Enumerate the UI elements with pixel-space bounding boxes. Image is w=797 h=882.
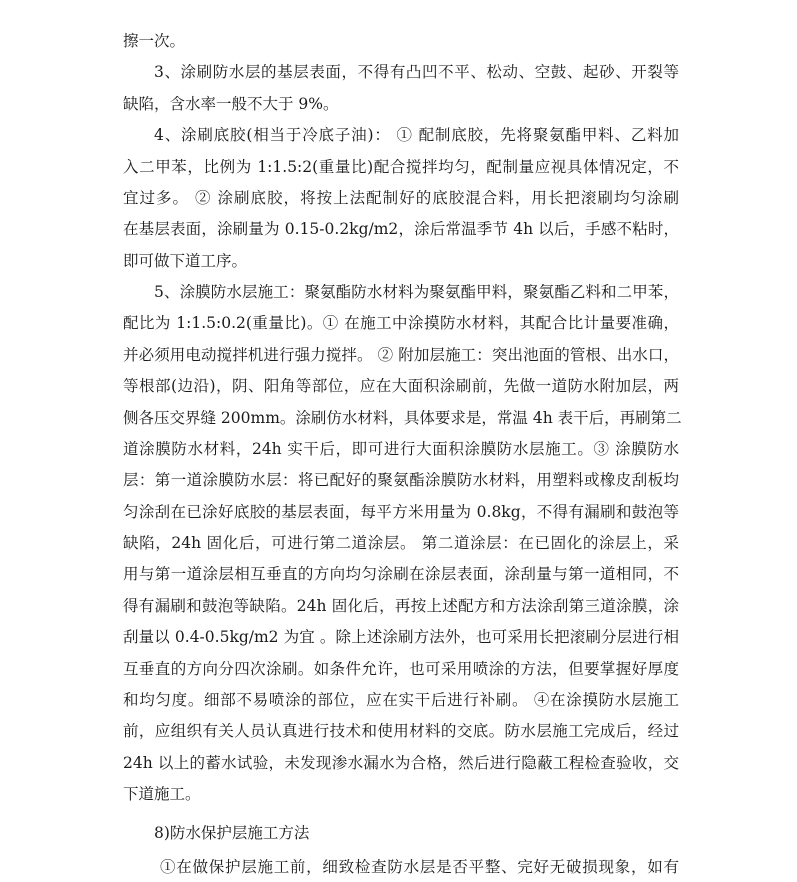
text-line-9: 5、涂膜防水层施工：聚氨酯防水材料为聚氨酯甲料，聚氨酯乙料和二甲苯，: [154, 283, 679, 301]
text-line-18: 用与第一道涂层相互垂直的方向均匀涂刷在涂层表面，涂刮量与第一道相同，不: [123, 565, 679, 583]
text-line-7: 在基层表面，涂刷量为 0.15-0.2kg/m2，涂后常温季节 4h 以后，手感不粘时，: [123, 220, 679, 238]
text-line-2: 3、涂刷防水层的基层表面，不得有凸凹不平、松动、空鼓、起砂、开裂等: [154, 63, 679, 81]
text-line-8: 即可做下道工序。: [123, 252, 248, 270]
text-line-1: 擦一次。: [123, 32, 186, 50]
text-line-5: 入二甲苯，比例为 1:1.5:2(重量比)配合搅拌均匀，配制量应视具体情况定，不: [123, 158, 679, 176]
text-line-21: 互垂直的方向分四次涂刷。如条件允许，也可采用喷涂的方法，但要掌握好厚度: [123, 660, 679, 678]
text-line-27: ①在做保护层施工前，细致检查防水层是否平整、完好无破损现象，如有: [160, 858, 679, 876]
text-line-17: 缺陷，24h 固化后，可进行第二道涂层。 第二道涂层：在已固化的涂层上，采: [123, 534, 679, 552]
text-line-3: 缺陷，含水率一般不大于 9%。: [123, 95, 339, 113]
text-line-23: 前，应组织有关人员认真进行技术和使用材料的交底。防水层施工完成后，经过: [123, 722, 679, 740]
text-line-25: 下道施工。: [123, 785, 201, 803]
text-line-22: 和均匀度。细部不易喷涂的部位，应在实干后进行补刷。 ④在涂摸防水层施工: [123, 691, 679, 709]
text-line-16: 匀涂刮在已涂好底胶的基层表面，每平方米用量为 0.8kg，不得有漏刷和鼓泡等: [123, 503, 679, 521]
text-line-15: 层：第一道涂膜防水层：将已配好的聚氨酯涂膜防水材料，用塑料或橡皮刮板均: [123, 471, 679, 489]
text-line-19: 得有漏刷和鼓泡等缺陷。24h 固化后，再按上述配方和方法涂刮第三道涂膜，涂: [123, 597, 679, 615]
text-line-14: 道涂膜防水材料，24h 实干后，即可进行大面积涂膜防水层施工。③ 涂膜防水: [123, 440, 679, 458]
text-line-6: 宜过多。 ② 涂刷底胶，将按上法配制好的底胶混合料，用长把滚刷均匀涂刷: [123, 189, 679, 207]
text-line-10: 配比为 1:1.5:0.2(重量比)。① 在施工中涂摸防水材料，其配合比计量要准确，: [123, 314, 679, 332]
text-line-13: 侧各压交界缝 200mm。涂刷仿水材料，具体要求是，常温 4h 表干后，再刷第二: [123, 409, 682, 427]
text-line-24: 24h 以上的蓄水试验，未发现渗水漏水为合格，然后进行隐蔽工程检查验收，交: [123, 754, 679, 772]
text-line-12: 等根部(边沿)，阴、阳角等部位，应在大面积涂刷前，先做一道防水附加层，两: [123, 377, 679, 395]
section-heading: 8)防水保护层施工方法: [154, 824, 310, 842]
text-line-20: 刮量以 0.4-0.5kg/m2 为宜 。除上述涂刷方法外，也可采用长把滚刷分层进行相: [123, 628, 679, 646]
text-line-11: 并必须用电动搅拌机进行强力搅拌。 ② 附加层施工：突出池面的管根、出水口，: [123, 346, 679, 364]
text-line-4: 4、涂刷底胶(相当于冷底子油)： ① 配制底胶，先将聚氨酯甲料、乙料加: [154, 126, 679, 144]
